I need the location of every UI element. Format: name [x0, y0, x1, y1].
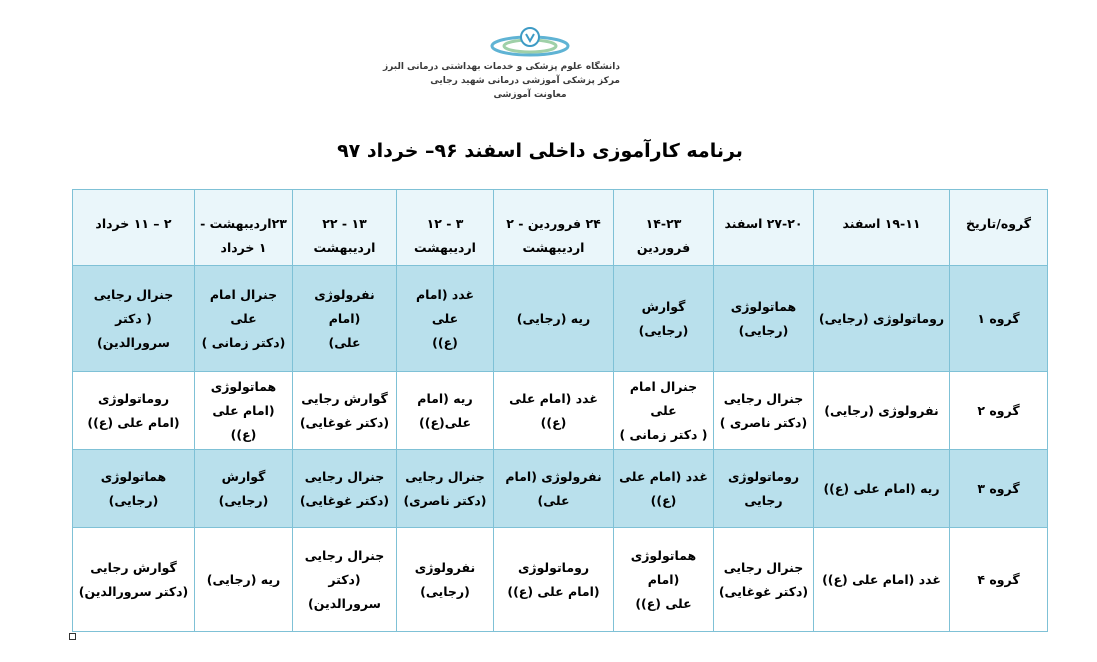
table-row [73, 372, 1048, 450]
table-cell: روماتولوژی (امام علی (ع)) [73, 372, 195, 450]
table-cell: گوارش رجایی (دکتر غوغایی) [293, 372, 397, 450]
table-cell: نفرولوژی (امام علی) [494, 450, 614, 528]
header-cell: ۱۴-۲۳ فروردین [614, 190, 714, 266]
group-label: گروه ۳ [950, 450, 1048, 528]
table-cell: هماتولوژی (رجایی) [714, 266, 814, 372]
header-cell: ۲۷-۲۰ اسفند [714, 190, 814, 266]
table-cell: گوارش (رجایی) [195, 450, 293, 528]
logo-line-center: مرکز پزشکی آموزشی درمانی شهید رجایی [430, 76, 620, 86]
table-cell: هماتولوژی (امام علی (ع)) [195, 372, 293, 450]
header-cell: ۱۹-۱۱ اسفند [814, 190, 950, 266]
university-emblem-icon [485, 26, 575, 60]
table-cell: جنرال امام علی (دکتر زمانی ) [195, 266, 293, 372]
text-cursor-marker [69, 633, 76, 640]
table-cell: گوارش (رجایی) [614, 266, 714, 372]
table-row [73, 266, 1048, 372]
logo-line-department: معاونت آموزشی [493, 90, 567, 100]
table-cell: هماتولوژی (امام علی (ع)) [614, 528, 714, 632]
table-cell: جنرال رجایی (دکتر غوغایی) [714, 528, 814, 632]
table-cell: جنرال رجایی (دکتر سرورالدین) [293, 528, 397, 632]
table-cell: ریه (رجایی) [195, 528, 293, 632]
page-title: برنامه کارآموزی داخلی اسفند ۹۶– خرداد ۹۷ [337, 140, 743, 162]
table-cell: جنرال رجایی (دکتر ناصری ) [714, 372, 814, 450]
table-cell: ریه (امام علی (ع)) [814, 450, 950, 528]
header-cell: ۲۳اردیبهشت - ۱ خرداد [195, 190, 293, 266]
table-cell: روماتولوژی (امام علی (ع)) [494, 528, 614, 632]
table-row [73, 528, 1048, 632]
table-cell: گوارش رجایی (دکتر سرورالدین) [73, 528, 195, 632]
table-cell: جنرال رجایی ( دکتر سرورالدین) [73, 266, 195, 372]
table-cell: غدد (امام علی (ع)) [614, 450, 714, 528]
header-cell: ۲۴ فروردین - ۲ اردیبهشت [494, 190, 614, 266]
table-row [73, 450, 1048, 528]
logo-line-university: دانشگاه علوم پزشکی و خدمات بهداشتی درمانی البرز [383, 62, 620, 72]
table-cell: غدد (امام علی (ع)) [397, 266, 494, 372]
table-cell: جنرال رجایی (دکتر غوغایی) [293, 450, 397, 528]
table-cell: ریه (رجایی) [494, 266, 614, 372]
logo-block [383, 26, 620, 102]
table-cell: روماتولوژی (رجایی) [814, 266, 950, 372]
table-cell: نفرولوژی (امام علی) [293, 266, 397, 372]
table-cell: جنرال امام علی ( دکتر زمانی ) [614, 372, 714, 450]
group-label: گروه ۱ [950, 266, 1048, 372]
group-label: گروه ۲ [950, 372, 1048, 450]
header-cell: ۱۳ - ۲۲ اردیبهشت [293, 190, 397, 266]
table-cell: غدد (امام علی (ع)) [814, 528, 950, 632]
header-cell: گروه/تاریخ [950, 190, 1048, 266]
group-label: گروه ۴ [950, 528, 1048, 632]
table-cell: غدد (امام علی (ع)) [494, 372, 614, 450]
header-cell: ۲ – ۱۱ خرداد [73, 190, 195, 266]
header-cell: ۳ - ۱۲ اردیبهشت [397, 190, 494, 266]
table-cell: نفرولوژی (رجایی) [814, 372, 950, 450]
table-cell: ریه (امام علی(ع)) [397, 372, 494, 450]
table-cell: نفرولوژی (رجایی) [397, 528, 494, 632]
table-cell: جنرال رجایی (دکتر ناصری) [397, 450, 494, 528]
table-cell: روماتولوژی رجایی [714, 450, 814, 528]
table-cell: هماتولوژی (رجایی) [73, 450, 195, 528]
table-header-row [73, 190, 1048, 266]
schedule-table [72, 189, 1048, 632]
